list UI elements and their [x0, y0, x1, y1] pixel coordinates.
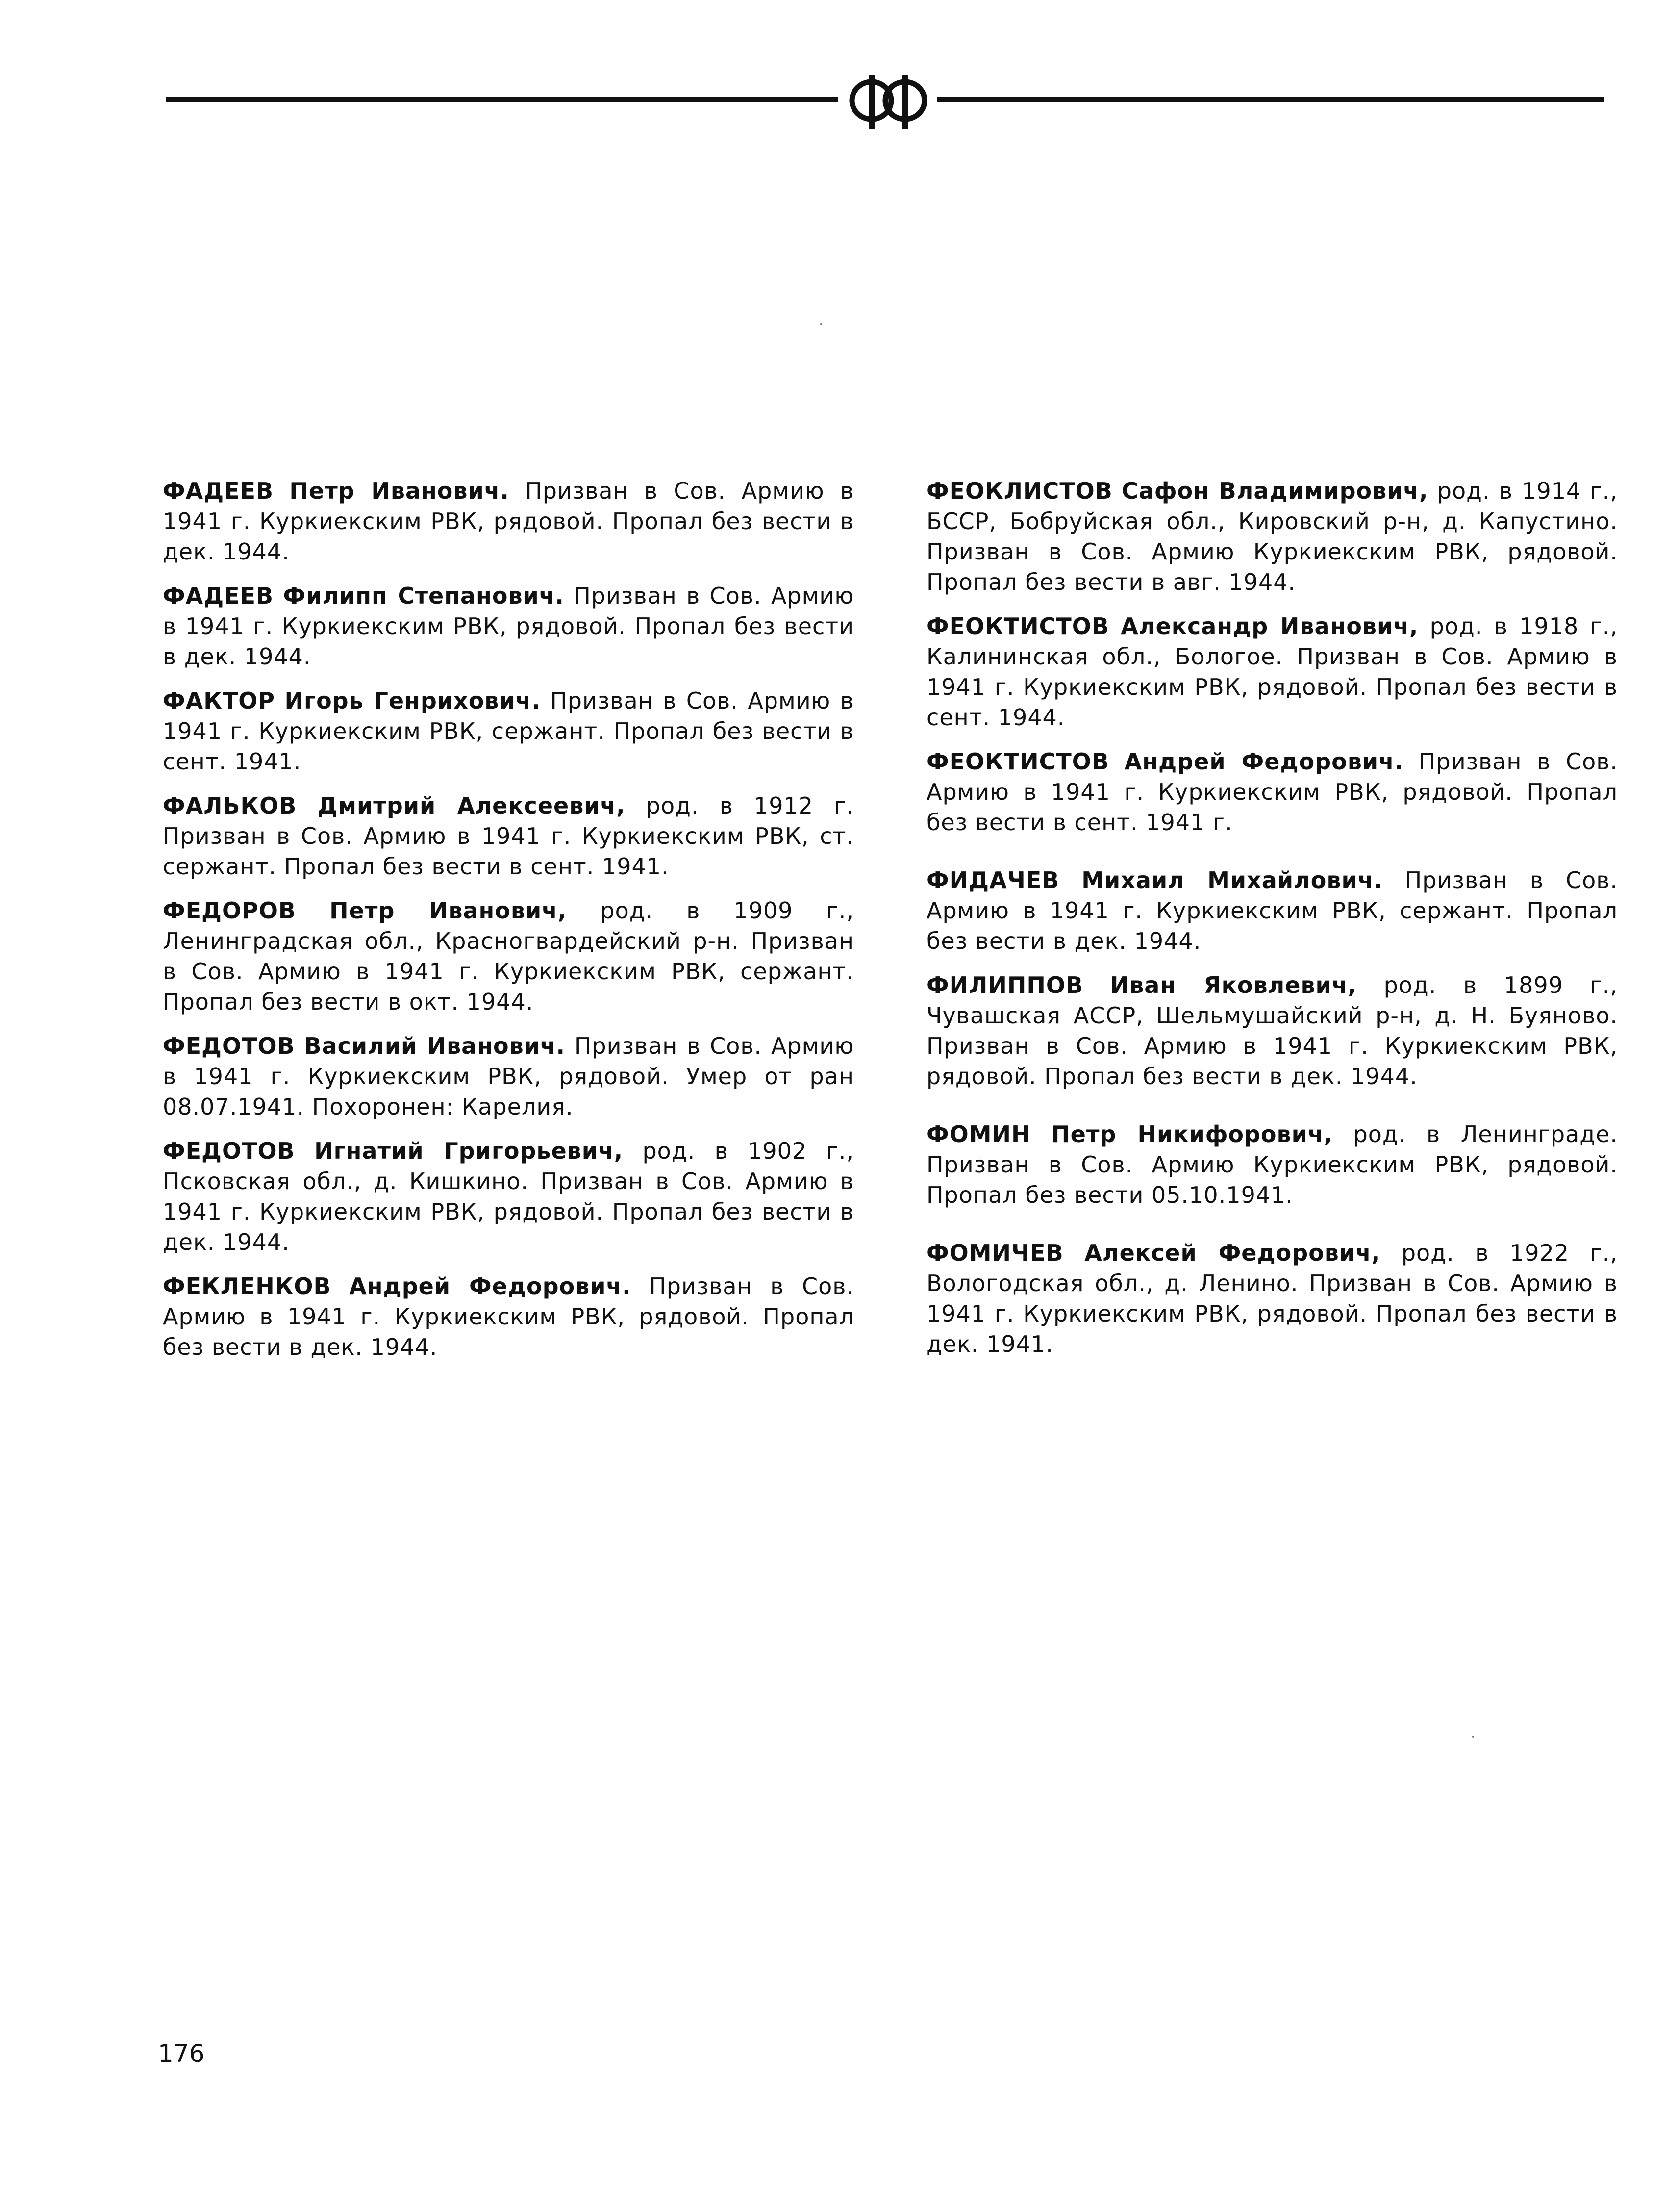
list-item — [163, 1271, 854, 1362]
list-item — [163, 1031, 854, 1122]
entry-given-name: Петр Никифорович, — [1051, 1121, 1333, 1147]
entry-text: Призван в Сов. Армию в 1941 г. Куркиекским РВК, рядовой. Пропал без вести в дек. 1944. — [163, 583, 854, 670]
entry-text: род. в 1914 г., БССР, Бобруйская обл., Кировский р-н, д. Капустино. Призван в Сов. Армию Куркиекским РВК, рядовой. Пропал без вести в авг. 1944. — [927, 478, 1618, 595]
right-column — [927, 476, 1618, 1373]
entry-given-name: Алексей Федорович, — [1084, 1240, 1381, 1266]
entry-surname: ФЕОКЛИСТОВ — [927, 478, 1113, 504]
list-item — [927, 1119, 1618, 1210]
entry-given-name: Андрей Федорович. — [349, 1273, 631, 1299]
entry-text: род. в 1922 г., Вологодская обл., д. Ленино. Призван в Сов. Армию в 1941 г. Куркиекским РВК, рядовой. Пропал без вести в дек. 1941. — [927, 1240, 1618, 1357]
entry-surname: ФАКТОР — [163, 687, 275, 714]
list-item — [163, 476, 854, 567]
entry-given-name: Петр Иванович. — [289, 478, 509, 504]
entry-text: Призван в Сов. Армию в 1941 г. Куркиекским РВК, рядовой. Пропал без вести в дек. 1944. — [163, 1273, 854, 1360]
entry-surname: ФАДЕЕВ — [163, 583, 274, 609]
entry-text: Призван в Сов. Армию в 1941 г. Куркиекским РВК, сержант. Пропал без вести в дек. 1944. — [927, 867, 1618, 954]
entry-given-name: Дмитрий Алексеевич, — [317, 792, 626, 819]
entry-text: Призван в Сов. Армию в 1941 г. Куркиекским РВК, рядовой. Пропал без вести в дек. 1944. — [163, 478, 854, 565]
list-item — [927, 865, 1618, 956]
entry-given-name: Александр Иванович, — [1121, 613, 1419, 639]
entry-given-name: Василий Иванович. — [304, 1033, 565, 1059]
list-item — [163, 1136, 854, 1257]
entry-surname: ФЕОКТИСТОВ — [927, 748, 1109, 775]
entry-text: род. в 1899 г., Чувашская АССР, Шельмушайский р-н, д. Н. Буяново. Призван в Сов. Армию в 1941 г. Куркиекским РВК, рядовой. Пропал без вести в дек. 1944. — [927, 972, 1618, 1090]
list-item — [163, 686, 854, 777]
entry-given-name: Михаил Михайлович. — [1081, 867, 1383, 893]
entry-surname: ФЕОКТИСТОВ — [927, 613, 1109, 639]
entry-text: род. в 1909 г., Ленинградская обл., Красногвардейский р-н. Призван в Сов. Армию в 1941 г. Куркиекским РВК, сержант. Пропал без вести в окт. 1944. — [163, 897, 854, 1015]
entry-given-name: Игорь Генрихович. — [284, 687, 541, 714]
entry-given-name: Игнатий Григорьевич, — [314, 1138, 624, 1164]
entry-text: Призван в Сов. Армию в 1941 г. Куркиекским РВК, сержант. Пропал без вести в сент. 1941. — [163, 687, 854, 775]
header-rule-left — [166, 97, 838, 102]
entry-text: род. в 1918 г., Калининская обл., Бологое. Призван в Сов. Армию в 1941 г. Куркиекским РВК, рядовой. Пропал без вести в сент. 1944. — [927, 613, 1618, 731]
list-item — [927, 1238, 1618, 1359]
list-item — [163, 790, 854, 882]
entry-surname: ФЕДОРОВ — [163, 897, 296, 924]
entry-given-name: Иван Яковлевич, — [1110, 972, 1357, 998]
entry-surname: ФИДАЧЕВ — [927, 867, 1060, 893]
list-item — [927, 746, 1618, 838]
entry-surname: ФОМИЧЕВ — [927, 1240, 1064, 1266]
entry-text: род. в 1912 г. Призван в Сов. Армию в 1941 г. Куркиекским РВК, ст. сержант. Пропал без вести в сент. 1941. — [163, 792, 854, 880]
entry-given-name: Филипп Степанович. — [283, 583, 564, 609]
list-item — [927, 970, 1618, 1092]
entry-given-name: Сафон Владимирович, — [1122, 478, 1428, 504]
list-item — [163, 581, 854, 672]
section-letter-emblem — [843, 64, 933, 137]
list-item — [927, 476, 1618, 597]
print-speck — [820, 323, 822, 325]
header-rule-right — [937, 97, 1604, 102]
left-column — [163, 476, 854, 1376]
entry-surname: ФАЛЬКОВ — [163, 792, 297, 819]
entry-surname: ФЕКЛЕНКОВ — [163, 1273, 331, 1299]
entry-given-name: Петр Иванович, — [329, 897, 567, 924]
list-item — [163, 895, 854, 1017]
entry-surname: ФЕДОТОВ — [163, 1033, 295, 1059]
entry-text: род. в 1902 г., Псковская обл., д. Кишкино. Призван в Сов. Армию в 1941 г. Куркиекским РВК, рядовой. Пропал без вести в дек. 1944. — [163, 1138, 854, 1255]
entry-text: Призван в Сов. Армию в 1941 г. Куркиекским РВК, рядовой. Умер от ран 08.07.1941. Похоронен: Карелия. — [163, 1033, 854, 1120]
page-number: 176 — [158, 2039, 205, 2068]
entry-surname: ФЕДОТОВ — [163, 1138, 295, 1164]
entry-surname: ФОМИН — [927, 1121, 1031, 1147]
list-item — [927, 611, 1618, 733]
entry-surname: ФАДЕЕВ — [163, 478, 274, 504]
entry-surname: ФИЛИППОВ — [927, 972, 1083, 998]
entry-given-name: Андрей Федорович. — [1124, 748, 1404, 775]
entry-text: Призван в Сов. Армию в 1941 г. Куркиекским РВК, рядовой. Пропал без вести в сент. 1941 г. — [927, 748, 1618, 836]
print-speck — [1472, 1736, 1474, 1738]
entry-text: род. в Ленинграде. Призван в Сов. Армию Куркиекским РВК, рядовой. Пропал без вести 05.10.1941. — [927, 1121, 1618, 1208]
